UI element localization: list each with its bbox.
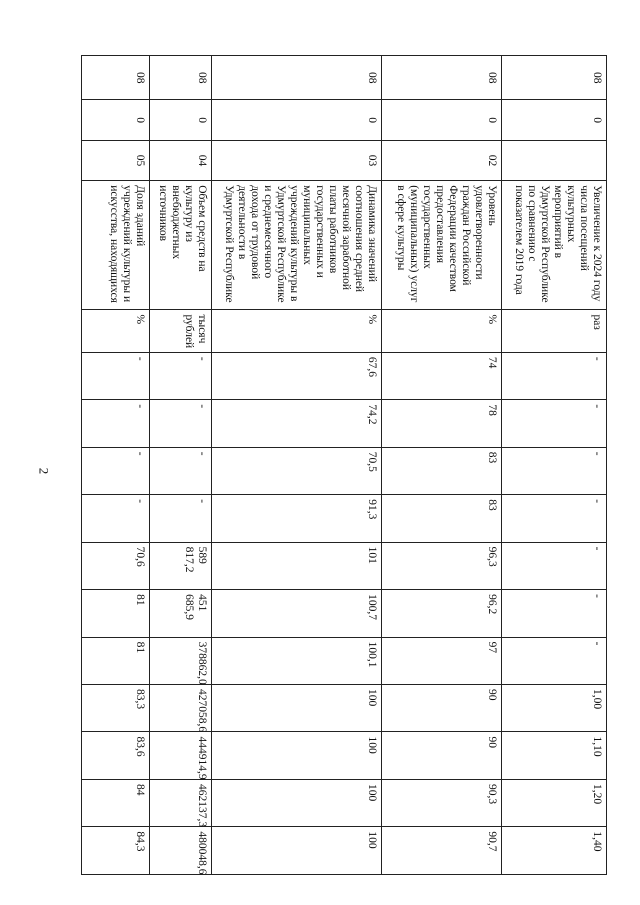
subcode-cell: 0: [212, 100, 382, 140]
number-cell: [502, 140, 607, 180]
value-cell: 81: [82, 637, 150, 684]
subcode-cell: 0: [502, 100, 607, 140]
number-cell: 04: [150, 140, 212, 180]
value-cell: 100,1: [212, 637, 382, 684]
indicator-name-cell: Уровень удовлетворенности граждан Российской Федерации качеством предоставления государственных (муниципальных) услуг в сфере культуры: [382, 181, 502, 310]
value-cell: 480048,6: [150, 827, 212, 875]
value-cell: 462137,3: [150, 779, 212, 826]
page-number: 2: [36, 467, 52, 475]
value-cell: 81: [82, 590, 150, 637]
unit-cell: %: [82, 310, 150, 352]
value-cell: 451 685,9: [150, 590, 212, 637]
number-cell: 05: [82, 140, 150, 180]
indicator-name-cell: Увеличение к 2024 году числа посещений культурных мероприятий в Удмуртской Республике по сравнению с показателем 2019 года: [502, 181, 607, 310]
number-cell: 03: [212, 140, 382, 180]
value-cell: -: [502, 495, 607, 542]
value-cell: 100,7: [212, 590, 382, 637]
code-cell: 08: [82, 56, 150, 100]
value-cell: -: [150, 495, 212, 542]
value-cell: 91,3: [212, 495, 382, 542]
value-cell: 589 817,2: [150, 542, 212, 589]
unit-cell: %: [382, 310, 502, 352]
value-cell: 70,5: [212, 447, 382, 494]
table-row: [150, 56, 212, 875]
value-cell: -: [502, 447, 607, 494]
table-row: [82, 56, 150, 875]
unit-cell: раз: [502, 310, 607, 352]
value-cell: 1,10: [502, 732, 607, 779]
table-row: [502, 56, 607, 875]
table-container: [82, 55, 607, 875]
value-cell: 83,6: [82, 732, 150, 779]
subcode-cell: 0: [150, 100, 212, 140]
indicator-name-cell: Динамика значений соотношения средней месячной заработной платы работников государственных и муниципальных учреждений культуры в Удмуртской Республике и среднемесячного дохода от трудовой деятельности в Удмуртской Республике: [212, 181, 382, 310]
code-cell: 08: [382, 56, 502, 100]
value-cell: 84: [82, 779, 150, 826]
value-cell: 378862,0: [150, 637, 212, 684]
subcode-cell: 0: [382, 100, 502, 140]
value-cell: 1,40: [502, 827, 607, 875]
value-cell: 96,3: [382, 542, 502, 589]
value-cell: -: [502, 542, 607, 589]
value-cell: 90: [382, 732, 502, 779]
value-cell: -: [502, 637, 607, 684]
value-cell: 444914,9: [150, 732, 212, 779]
code-cell: 08: [150, 56, 212, 100]
value-cell: 100: [212, 685, 382, 732]
indicator-name-cell: Доля зданий учреждений культуры и искусства, находящихся: [82, 181, 150, 310]
value-cell: -: [502, 590, 607, 637]
value-cell: -: [150, 352, 212, 399]
indicator-name-cell: Объем средств на культуру из внебюджетных источников: [150, 181, 212, 310]
value-cell: 70,6: [82, 542, 150, 589]
value-cell: 90,3: [382, 779, 502, 826]
value-cell: 1,20: [502, 779, 607, 826]
value-cell: -: [82, 400, 150, 447]
value-cell: 84,3: [82, 827, 150, 875]
value-cell: -: [150, 400, 212, 447]
value-cell: 67,6: [212, 352, 382, 399]
value-cell: 97: [382, 637, 502, 684]
value-cell: 83,3: [82, 685, 150, 732]
value-cell: -: [150, 447, 212, 494]
value-cell: 101: [212, 542, 382, 589]
value-cell: 83: [382, 447, 502, 494]
value-cell: 90,7: [382, 827, 502, 875]
value-cell: 427058,6: [150, 685, 212, 732]
unit-cell: %: [212, 310, 382, 352]
value-cell: -: [82, 447, 150, 494]
code-cell: 08: [502, 56, 607, 100]
value-cell: 78: [382, 400, 502, 447]
value-cell: -: [82, 352, 150, 399]
value-cell: 96,2: [382, 590, 502, 637]
subcode-cell: 0: [82, 100, 150, 140]
code-cell: 08: [212, 56, 382, 100]
value-cell: 100: [212, 732, 382, 779]
value-cell: -: [502, 400, 607, 447]
unit-cell: тысяч рублей: [150, 310, 212, 352]
value-cell: 74: [382, 352, 502, 399]
value-cell: 74,2: [212, 400, 382, 447]
value-cell: -: [502, 352, 607, 399]
value-cell: -: [82, 495, 150, 542]
value-cell: 90: [382, 685, 502, 732]
value-cell: 100: [212, 779, 382, 826]
table-row: [382, 56, 502, 875]
table-row: [212, 56, 382, 875]
number-cell: 02: [382, 140, 502, 180]
indicators-table: [81, 55, 607, 875]
value-cell: 100: [212, 827, 382, 875]
value-cell: 1,00: [502, 685, 607, 732]
value-cell: 83: [382, 495, 502, 542]
